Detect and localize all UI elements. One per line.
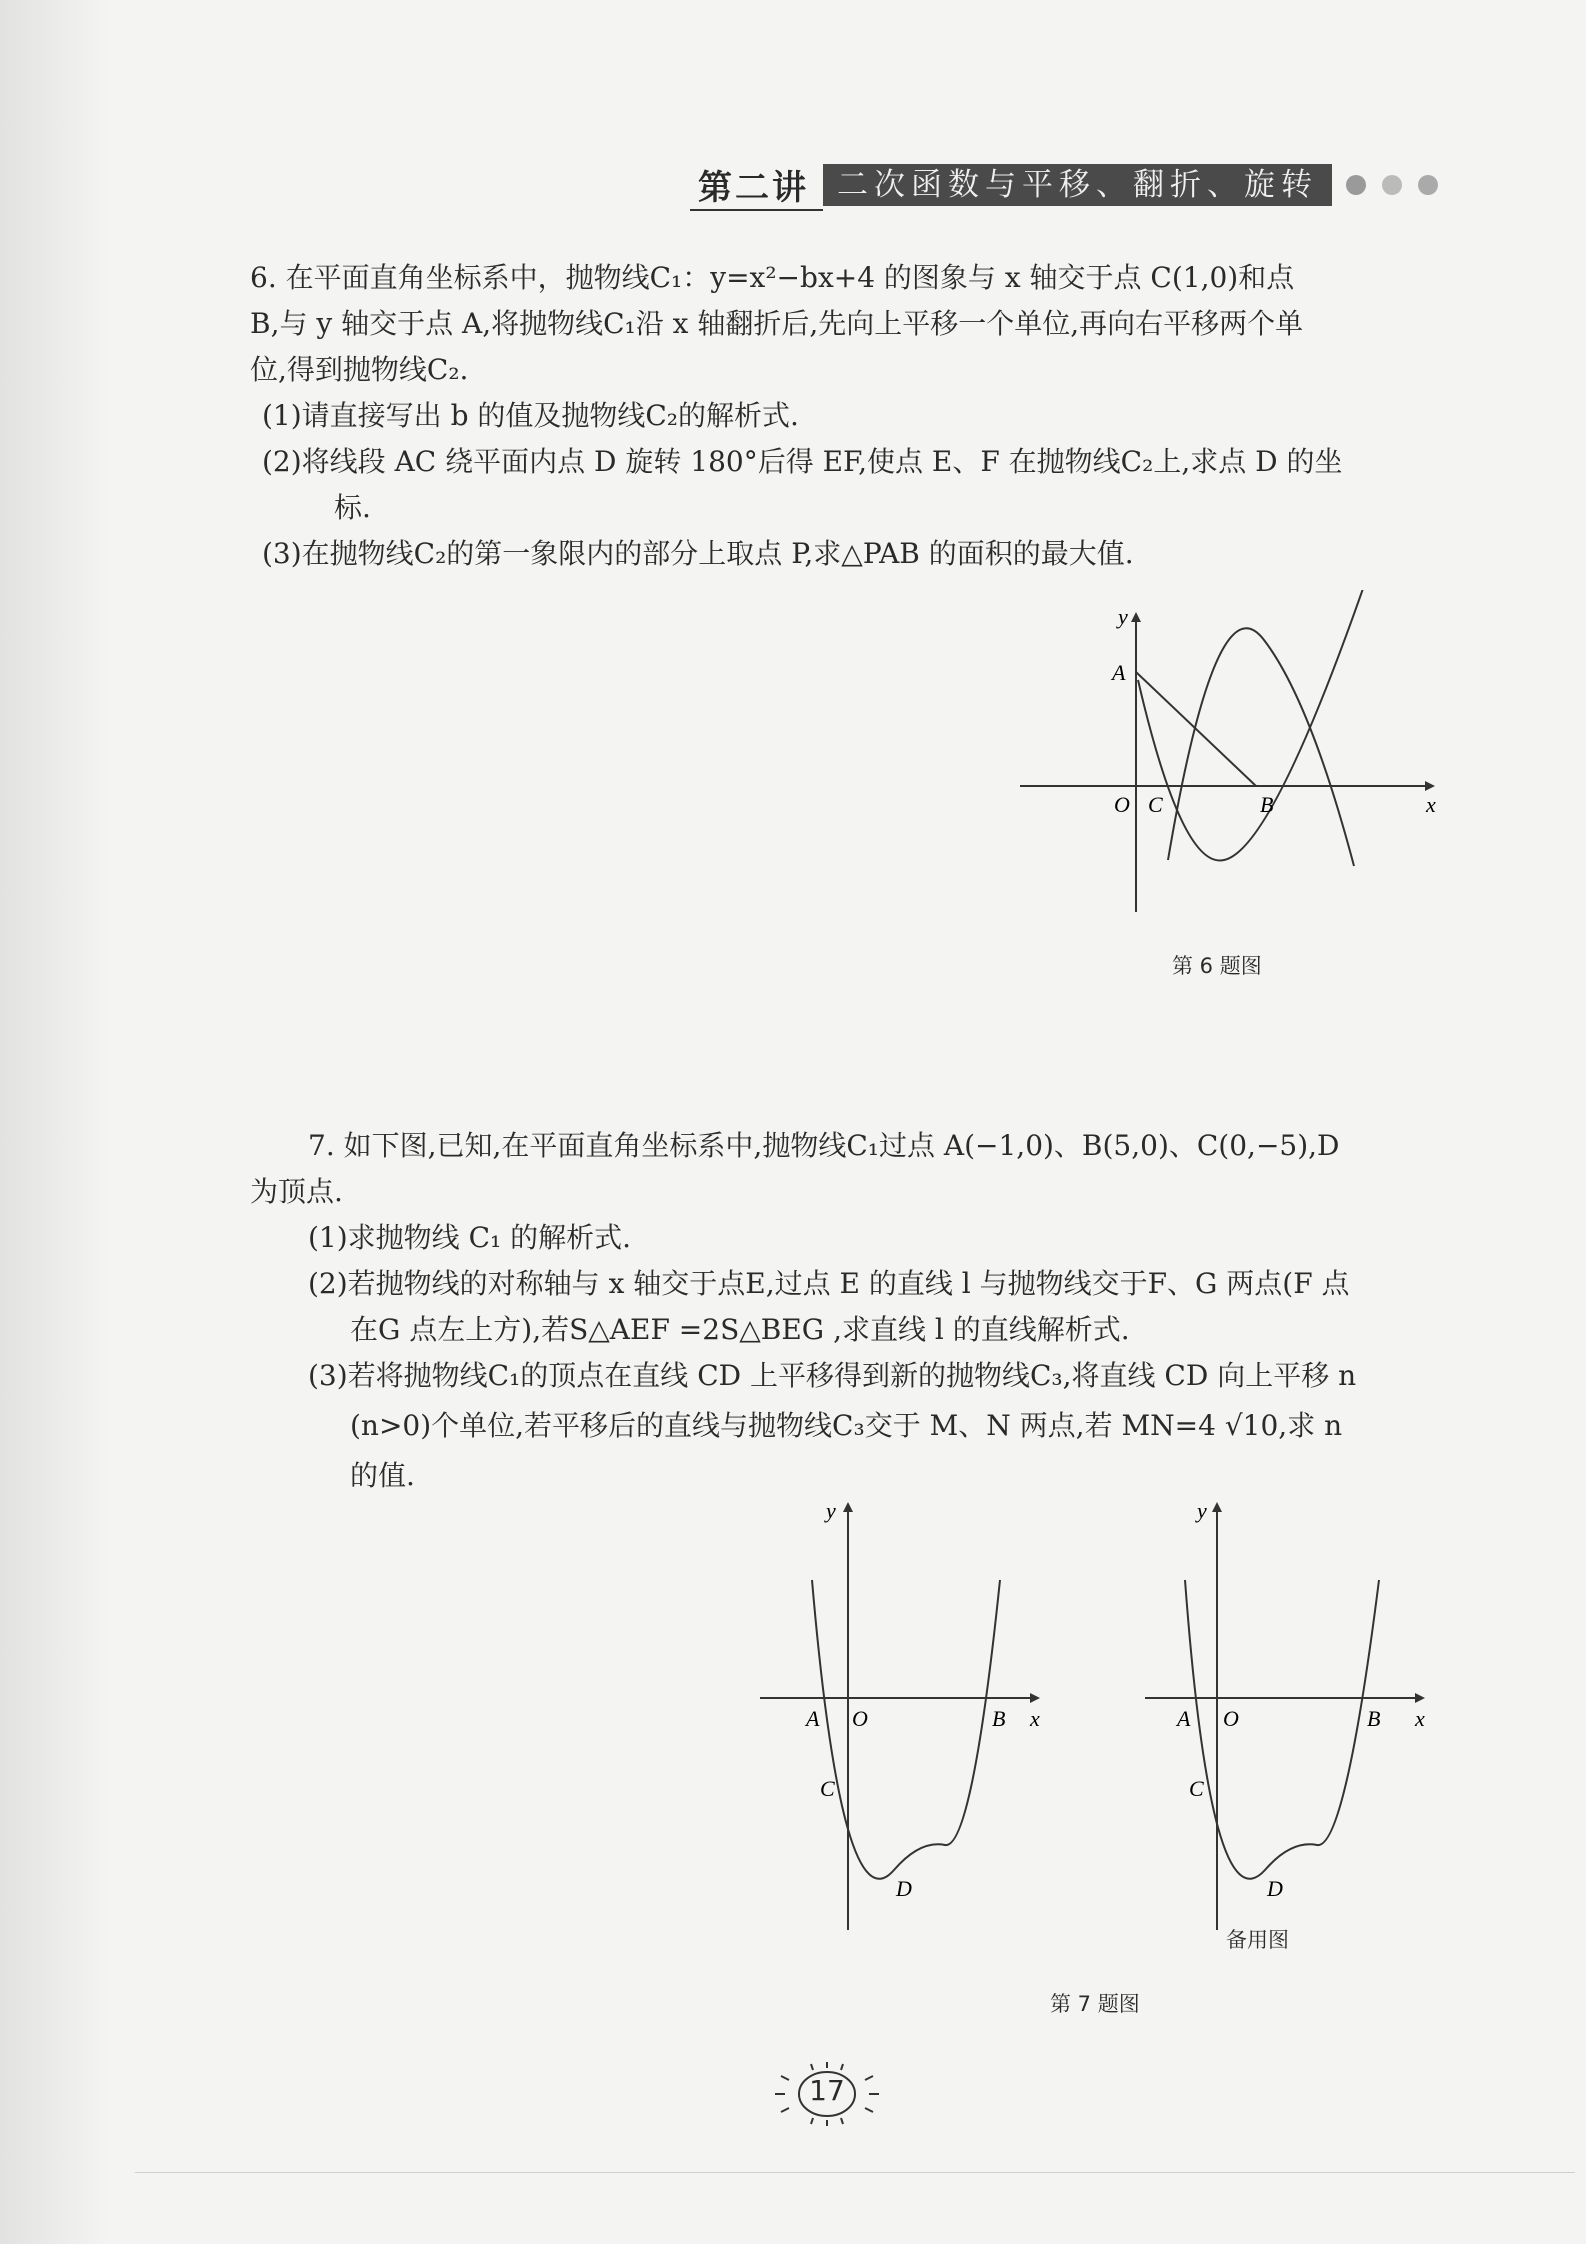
fig7-label-c: C — [820, 1776, 835, 1801]
header-dots — [1346, 175, 1438, 195]
page-edge-shadow — [0, 0, 110, 2244]
problem6-caption: 第 6 题图 — [1172, 954, 1262, 978]
problem7-line1: 7. 如下图,已知,在平面直角坐标系中,抛物线C₁过点 A(−1,0)、B(5,0)、C(0,−5),D — [308, 1129, 1340, 1162]
problem6-question3: (3)在抛物线C₂的第一象限内的部分上取点 P,求△PAB 的面积的最大值. — [262, 537, 1134, 570]
lecture-number: 第二讲 — [690, 160, 823, 211]
fig6-label-a: A — [1112, 660, 1126, 685]
fig7b-label-a: A — [1177, 1706, 1191, 1731]
problem7-figure-backup — [1145, 1490, 1445, 1930]
fig6-segment-ab — [1136, 672, 1256, 786]
fig7b-label-x: x — [1415, 1706, 1425, 1731]
problem6-line3: 位,得到抛物线C₂. — [250, 353, 469, 386]
fig7-label-x: x — [1030, 1706, 1040, 1731]
fig7b-label-d: D — [1267, 1876, 1283, 1901]
page-number: 17 — [809, 2074, 845, 2107]
problem6-line2: B,与 y 轴交于点 A,将抛物线C₁沿 x 轴翻折后,先向上平移一个单位,再向右平移两个单 — [250, 307, 1304, 340]
fig6-parabola-c1 — [1138, 590, 1366, 861]
fig6-label-y: y — [1118, 604, 1128, 629]
lecture-topic: 二次函数与平移、翻折、旋转 — [823, 164, 1332, 206]
problem6-question2b: 标. — [334, 491, 371, 524]
problem7-question1: (1)求抛物线 C₁ 的解析式. — [308, 1221, 632, 1254]
page-bottom-rule — [135, 2172, 1575, 2173]
fig7b-label-c: C — [1189, 1776, 1204, 1801]
problem7-question2a: (2)若抛物线的对称轴与 x 轴交于点E,过点 E 的直线 l 与抛物线交于F、G 两点(F 点 — [308, 1267, 1350, 1300]
problem6-figure — [1010, 590, 1460, 920]
fig7-label-b: B — [992, 1706, 1006, 1731]
fig7-label-y: y — [826, 1498, 836, 1523]
problem7-question3a: (3)若将抛物线C₁的顶点在直线 CD 上平移得到新的抛物线C₃,将直线 CD 向上平移 n — [308, 1359, 1357, 1392]
fig7b-label-b: B — [1367, 1706, 1381, 1731]
fig7-label-o: O — [852, 1706, 868, 1731]
fig7b-label-y: y — [1197, 1498, 1207, 1523]
problem7-question2b: 在G 点左上方),若S△AEF =2S△BEG ,求直线 l 的直线解析式. — [350, 1313, 1130, 1346]
problem7-question3c: 的值. — [350, 1459, 415, 1492]
fig6-parabola-c2 — [1168, 628, 1354, 866]
fig7-label-a: A — [806, 1706, 820, 1731]
problem7-caption: 第 7 题图 — [1050, 1992, 1140, 2016]
page-number-ornament — [767, 2060, 887, 2130]
problem7-figure-main — [760, 1490, 1050, 1930]
fig7b-parabola — [1185, 1580, 1379, 1879]
problem6-question1: (1)请直接写出 b 的值及抛物线C₂的解析式. — [262, 399, 799, 432]
fig7-parabola — [812, 1580, 1000, 1879]
fig7-label-d: D — [896, 1876, 912, 1901]
problem7-backup-caption: 备用图 — [1226, 1928, 1289, 1952]
problem7-question3b: (n>0)个单位,若平移后的直线与抛物线C₃交于 M、N 两点,若 MN=4 √10,求 n — [350, 1409, 1343, 1442]
fig6-label-o: O — [1114, 792, 1130, 817]
problem6-question2a: (2)将线段 AC 绕平面内点 D 旋转 180°后得 EF,使点 E、F 在抛物线C₂上,求点 D 的坐 — [262, 445, 1343, 478]
lecture-header — [690, 164, 1438, 206]
fig6-label-b: B — [1260, 792, 1274, 817]
problem6-line1: 6. 在平面直角坐标系中，抛物线C₁：y=x²−bx+4 的图象与 x 轴交于点 C(1,0)和点 — [250, 261, 1295, 294]
fig6-label-x: x — [1426, 792, 1436, 817]
fig7b-label-o: O — [1223, 1706, 1239, 1731]
fig6-label-c: C — [1148, 792, 1163, 817]
problem7-line2: 为顶点. — [250, 1175, 343, 1208]
